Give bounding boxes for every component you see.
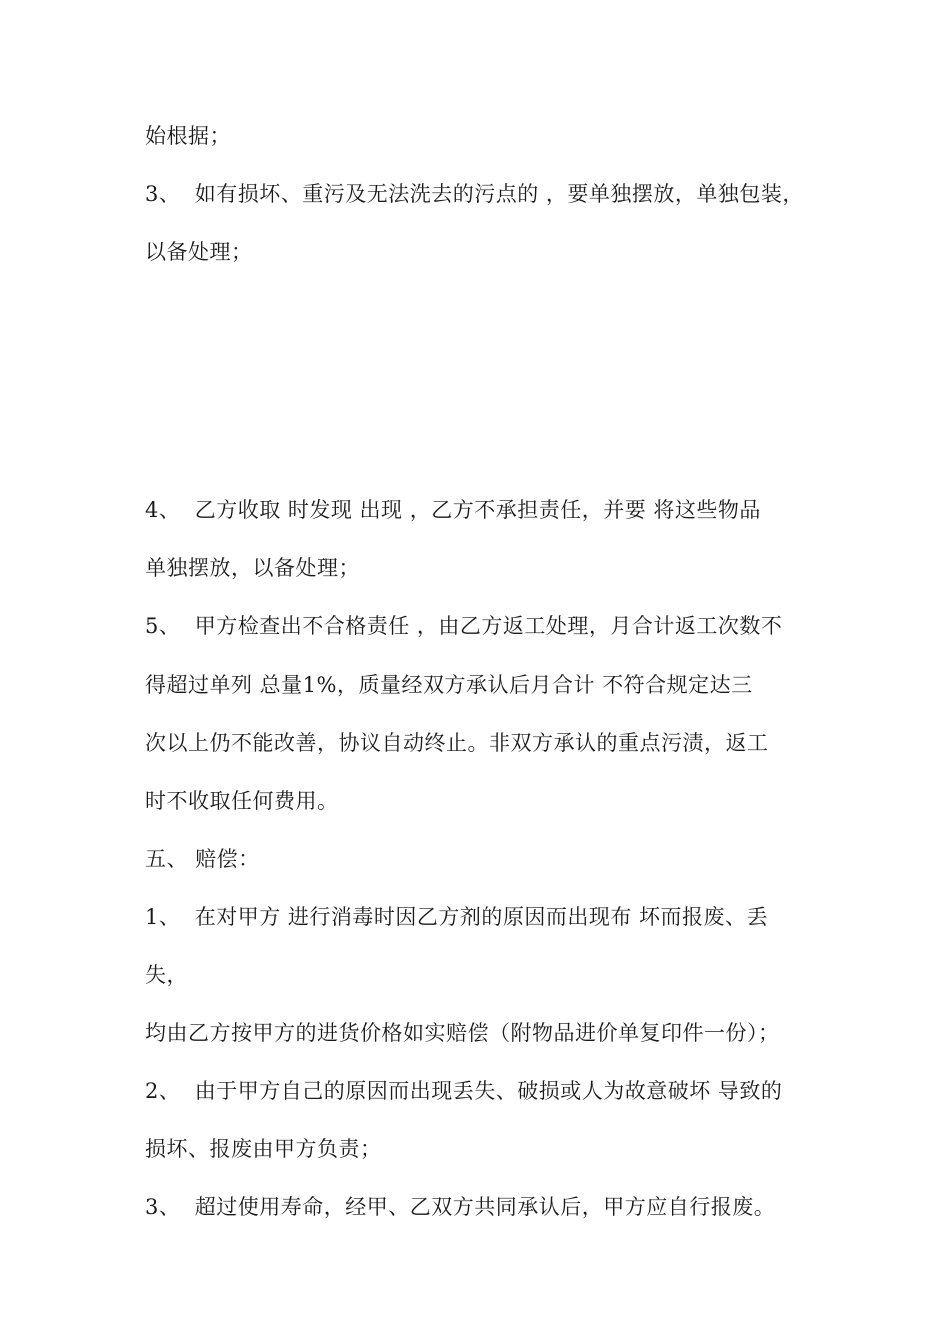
text-line: 3、 如有损坏、重污及无法洗去的污点的 ，要单独摆放，单独包装， <box>145 182 804 206</box>
text-line: 1、 在对甲方 进行消毒时因乙方剂的原因而出现布 坏而报废、丢 <box>145 905 769 929</box>
text-line: 得超过单列 总量1%，质量经双方承认后月合计 不符合规定达三 <box>145 673 753 697</box>
text-line: 4、 乙方收取 时发现 出现 ，乙方不承担责任，并要 将这些物品 <box>145 498 761 522</box>
text-line: 损坏、报废由甲方负责； <box>145 1137 382 1161</box>
text-line: 失， <box>145 963 188 987</box>
text-line: 2、 由于甲方自己的原因而出现丢失、破损或人为故意破坏 导致的 <box>145 1079 783 1103</box>
section-heading: 五、 赔偿： <box>145 847 260 871</box>
text-line: 3、 超过使用寿命，经甲、乙双方共同承认后，甲方应自行报废。 <box>145 1195 776 1219</box>
text-line: 次以上仍不能改善，协议自动终止。非双方承认的重点污渍，返工 <box>145 731 769 755</box>
text-line: 以备处理； <box>145 240 253 264</box>
text-line: 均由乙方按甲方的进货价格如实赔偿（附物品进价单复印件一份）； <box>145 1021 780 1045</box>
text-line: 始根据； <box>145 124 231 148</box>
text-line: 单独摆放，以备处理； <box>145 556 360 580</box>
text-line: 5、 甲方检查出不合格责任 ，由乙方返工处理，月合计返工次数不 <box>145 614 783 638</box>
text-line: 时不收取任何费用。 <box>145 789 339 813</box>
